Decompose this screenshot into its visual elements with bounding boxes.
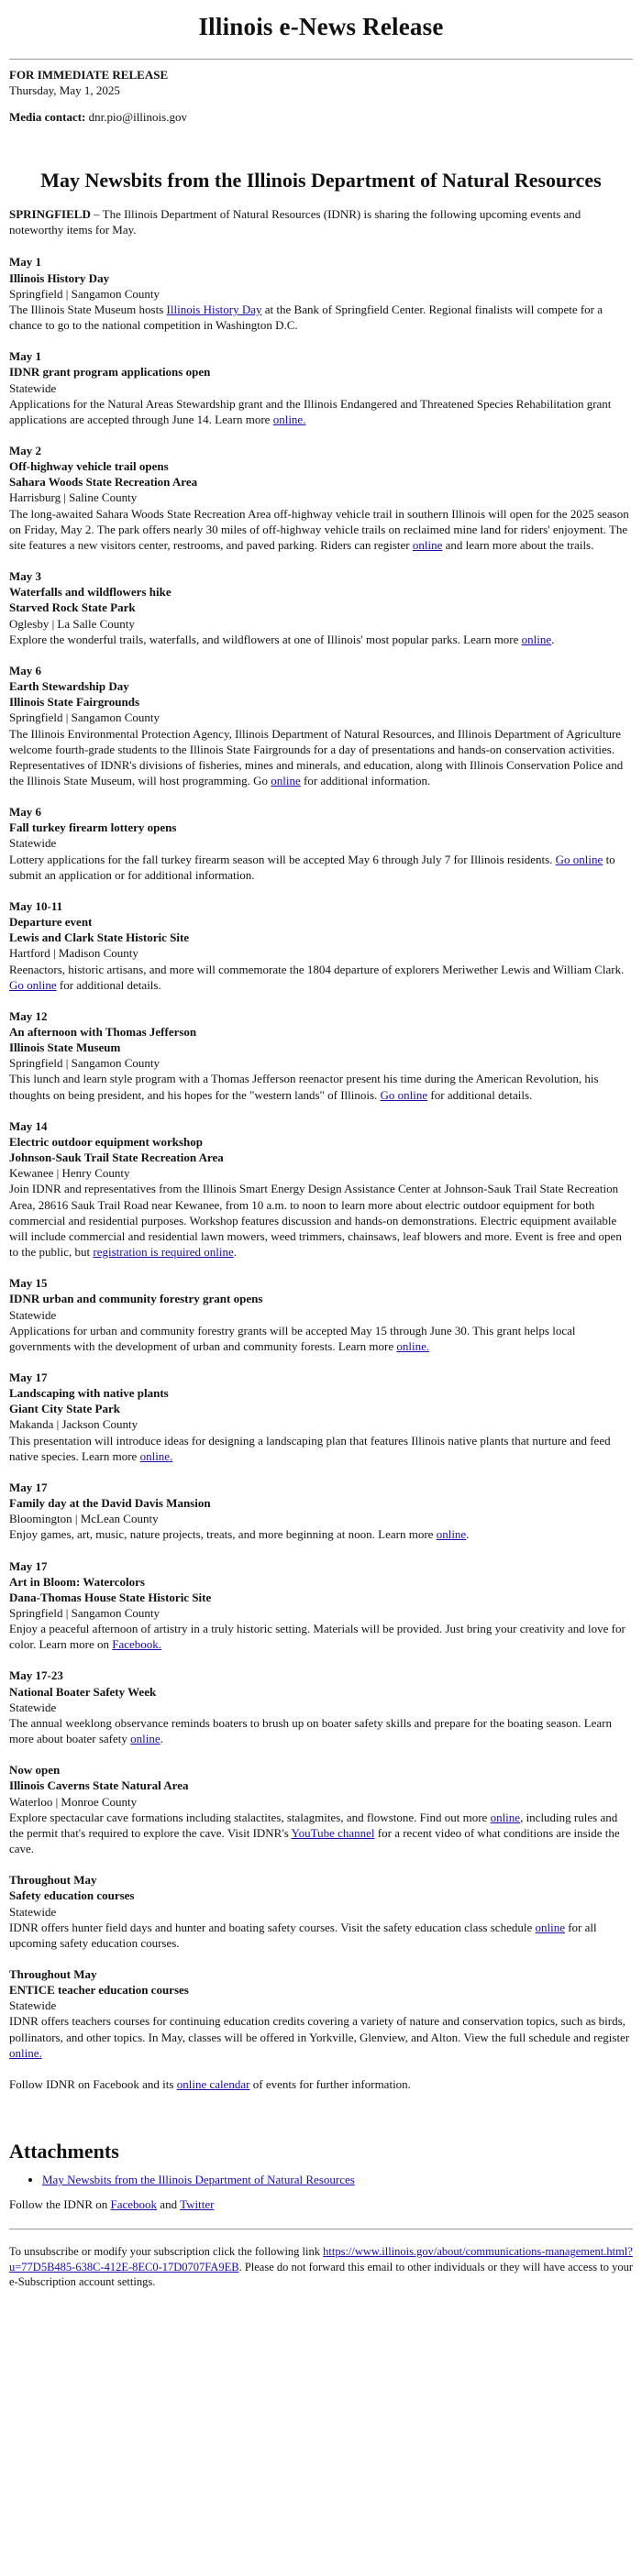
event-item: [9, 443, 633, 553]
event-text-after: to submit an application or for additional information.: [9, 852, 615, 882]
event-text-after: for additional information.: [300, 773, 431, 787]
event-title: Electric outdoor equipment workshop: [9, 1134, 204, 1149]
media-email: dnr.pio@illinois.gov: [88, 109, 187, 124]
attachment-link[interactable]: May Newsbits from the Illinois Department of Natural Resources: [42, 2173, 355, 2187]
event-description: [9, 302, 633, 333]
event-place: Springfield | Sangamon County: [9, 286, 160, 301]
event-link[interactable]: online: [521, 632, 552, 646]
event-title: National Boater Safety Week: [9, 1684, 157, 1699]
event-description: [9, 1920, 633, 1951]
attachments-heading: Attachments: [9, 2140, 119, 2163]
event-location: Sahara Woods State Recreation Area: [9, 475, 198, 490]
event-date: Throughout May: [9, 1873, 97, 1888]
event-place: Oglesby | La Salle County: [9, 616, 135, 631]
event-link[interactable]: online: [130, 1732, 160, 1746]
follow-social: [9, 2196, 633, 2212]
event-place: Kewanee | Henry County: [9, 1166, 130, 1181]
event-title: Departure event: [9, 915, 93, 930]
event-description: [9, 1323, 633, 1354]
facebook-link[interactable]: Facebook: [110, 2197, 158, 2212]
event-place: Springfield | Sangamon County: [9, 1056, 160, 1071]
divider: [9, 59, 633, 60]
release-date: Thursday, May 1, 2025: [9, 83, 120, 97]
event-place: Statewide: [9, 1307, 57, 1322]
attachment-item: [42, 2172, 633, 2187]
event-link[interactable]: online.: [272, 412, 306, 426]
event-text: Enjoy games, art, music, nature projects, treats, and more beginning at noon. Learn more: [9, 1527, 437, 1542]
event-date: May 6: [9, 663, 42, 677]
event-title: IDNR grant program applications open: [9, 365, 211, 380]
event-text-after: .: [466, 1527, 470, 1542]
event-place: Harrisburg | Saline County: [9, 490, 138, 505]
event-link[interactable]: Go online: [380, 1087, 428, 1102]
event-location: Dana-Thomas House State Historic Site: [9, 1590, 212, 1604]
unsubscribe-text-end: . Please do not forward this email to other individuals or they will have access to your e-Subscription account settings.: [9, 2260, 633, 2289]
event-item: [9, 1275, 633, 1354]
event-date: May 17-23: [9, 1668, 63, 1683]
unsubscribe-text: To unsubscribe or modify your subscription click the following link: [9, 2245, 324, 2259]
event-text: This presentation will introduce ideas for designing a landscaping plan that features Illinois native plants that nurture and feed native species. Learn more: [9, 1433, 611, 1463]
event-item: [9, 1118, 633, 1260]
event-link[interactable]: online: [271, 773, 301, 787]
event-link[interactable]: Go online: [555, 852, 603, 866]
event-link[interactable]: online: [535, 1920, 565, 1934]
youtube-channel-link[interactable]: YouTube channel: [291, 1825, 375, 1840]
event-link[interactable]: online.: [9, 2045, 42, 2060]
event-item: [9, 348, 633, 427]
event-text-end: for a recent video of what conditions are inside the cave.: [9, 1825, 620, 1856]
unsubscribe-notice: [9, 2237, 633, 2290]
event-location: Johnson-Sauk Trail State Recreation Area: [9, 1150, 224, 1165]
event-description: [9, 1181, 633, 1260]
event-link[interactable]: Illinois History Day: [166, 302, 262, 316]
event-link[interactable]: Facebook.: [112, 1637, 162, 1652]
event-location: Starved Rock State Park: [9, 600, 136, 615]
event-item: [9, 1008, 633, 1103]
event-date: May 1: [9, 255, 42, 270]
event-title: Off-highway vehicle trail opens: [9, 459, 169, 474]
event-description: [9, 1810, 633, 1856]
event-place: Waterloo | Monroe County: [9, 1794, 138, 1809]
follow-social-text: Follow the IDNR on: [9, 2197, 111, 2212]
event-link[interactable]: online: [436, 1527, 467, 1542]
event-text: The annual weeklong observance reminds boaters to brush up on boater safety skills and prepare for the boating season. Learn more about boater safety: [9, 1715, 613, 1746]
event-item: [9, 1558, 633, 1653]
event-text-after: .: [160, 1732, 163, 1746]
event-date: May 1: [9, 349, 42, 364]
event-location: Illinois State Fairgrounds: [9, 695, 140, 710]
event-link[interactable]: online: [490, 1810, 521, 1824]
event-title: IDNR urban and community forestry grant opens: [9, 1292, 263, 1306]
event-item: [9, 1480, 633, 1543]
event-text: IDNR offers teachers courses for continuing education credits covering a variety of nature and conservation topics, such as birds, pollinators, and other topics. In May, classes will be offered in Yorkville, Glenview, and Alton. View the full schedule and register: [9, 2014, 630, 2044]
event-place: Statewide: [9, 1998, 57, 2013]
event-link[interactable]: registration is required online: [93, 1245, 234, 1260]
event-text: The long-awaited Sahara Woods State Recreation Area off-highway vehicle trail in southern Illinois will open for the 2025 season on Friday, May 2. The park offers nearly 30 miles of off-highway vehicle trails on reclaimed mine land for riders' enjoyment. The site features a new visitors center, restrooms, and paved parking. Riders can register: [9, 506, 629, 552]
attachments-list: [9, 2172, 633, 2187]
event-place: Springfield | Sangamon County: [9, 710, 160, 725]
event-text: Explore spectacular cave formations including stalactites, stalagmites, and flowstone. Find out more: [9, 1810, 491, 1824]
event-link[interactable]: online: [412, 537, 443, 552]
event-date: May 6: [9, 805, 42, 820]
event-item: [9, 663, 633, 788]
event-item: [9, 568, 633, 647]
event-date: May 15: [9, 1276, 48, 1291]
media-label: Media contact:: [9, 109, 86, 124]
event-title: Illinois History Day: [9, 270, 110, 285]
event-text: This lunch and learn style program with a Thomas Jefferson reenactor present his time during the American Revolution, his thoughts on being president, and his hopes for the "western lands" of Illinois.: [9, 1072, 599, 1102]
event-description: [9, 632, 633, 647]
event-title: An afternoon with Thomas Jefferson: [9, 1025, 197, 1039]
event-item: [9, 898, 633, 993]
event-place: Statewide: [9, 1904, 57, 1919]
event-place: Hartford | Madison County: [9, 946, 138, 961]
event-description: [9, 726, 633, 789]
event-place: Makanda | Jackson County: [9, 1417, 138, 1432]
follow-text: Follow IDNR on Facebook and its: [9, 2076, 177, 2091]
intro-text: – The Illinois Department of Natural Resources (IDNR) is sharing the following upcoming events and noteworthy items for May.: [9, 207, 581, 237]
event-text-after: for all upcoming safety education courses.: [9, 1920, 597, 1950]
event-date: May 10-11: [9, 898, 63, 913]
event-text: The Illinois State Museum hosts: [9, 302, 167, 316]
event-title: Landscaping with native plants: [9, 1386, 169, 1401]
event-title: Earth Stewardship Day: [9, 679, 129, 694]
event-date: May 17: [9, 1480, 48, 1494]
event-date: May 12: [9, 1008, 48, 1023]
event-link[interactable]: Go online: [9, 977, 57, 992]
event-date: May 17: [9, 1558, 48, 1573]
event-title: Illinois Caverns State Natural Area: [9, 1778, 189, 1793]
follow-text-end: of events for further information.: [249, 2076, 411, 2091]
event-location: Lewis and Clark State Historic Site: [9, 930, 190, 945]
event-item: [9, 1370, 633, 1464]
intro-city: SPRINGFIELD: [9, 207, 91, 222]
online-calendar-link[interactable]: online calendar: [176, 2076, 250, 2091]
event-text: Enjoy a peaceful afternoon of artistry in a truly historic setting. Materials will be provided. Just bring your creativity and love for color. Learn more on: [9, 1622, 625, 1652]
event-description: [9, 1433, 633, 1464]
event-description: [9, 1071, 633, 1102]
event-date: May 17: [9, 1370, 48, 1384]
event-item: [9, 1668, 633, 1746]
media-contact: [9, 109, 633, 125]
twitter-link[interactable]: Twitter: [180, 2197, 215, 2212]
event-description: [9, 396, 633, 427]
event-list: [9, 254, 633, 2060]
release-label: FOR IMMEDIATE RELEASE: [9, 67, 169, 82]
event-description: [9, 2013, 633, 2060]
event-description: [9, 1526, 633, 1542]
event-text-after: for additional details.: [427, 1087, 533, 1102]
follow-calendar: [9, 2076, 633, 2092]
event-place: Statewide: [9, 380, 57, 395]
unsubscribe-link[interactable]: https://www.illinois.gov/about/communications-management.html?u=77D5B485-638C-412E-8EC0-17D0707FA9EB: [9, 2245, 633, 2273]
event-item: [9, 254, 633, 333]
event-title: ENTICE teacher education courses: [9, 1983, 189, 1998]
event-description: [9, 506, 633, 553]
event-text: Applications for the Natural Areas Stewardship grant and the Illinois Endangered and Threatened Species Rehabilitation grant applications are accepted through June 14. Learn more: [9, 396, 612, 426]
event-text-after: and learn more about the trails.: [442, 537, 594, 552]
event-text-after: .: [233, 1245, 238, 1260]
page-title: Illinois e-News Release: [198, 13, 444, 40]
event-description: [9, 852, 633, 883]
event-date: May 14: [9, 1118, 48, 1133]
event-link[interactable]: online.: [139, 1448, 173, 1463]
event-text: IDNR offers hunter field days and hunter and boating safety courses. Visit the safety education class schedule: [9, 1920, 536, 1934]
event-text-after: .: [551, 632, 555, 646]
event-description: [9, 1621, 633, 1652]
event-description: [9, 1715, 633, 1746]
event-item: [9, 1872, 633, 1951]
event-text-after: , including rules and the permit that's required to explore the cave. Visit IDNR's: [9, 1810, 618, 1840]
intro: [9, 206, 633, 237]
event-date: Throughout May: [9, 1966, 97, 1981]
event-title: Family day at the David Davis Mansion: [9, 1496, 211, 1511]
event-place: Springfield | Sangamon County: [9, 1606, 160, 1620]
event-location: Giant City State Park: [9, 1402, 120, 1416]
event-date: Now open: [9, 1763, 61, 1778]
event-text: Applications for urban and community forestry grants will be accepted May 15 through June 30. This grant helps local governments with the development of urban and community forests. Learn more: [9, 1323, 576, 1353]
event-text-after: at the Bank of Springfield Center. Regional finalists will compete for a chance to go to the national competition in Washington D.C.: [9, 302, 603, 333]
headline: May Newsbits from the Illinois Department of Natural Resources: [40, 169, 602, 193]
event-item: [9, 1762, 633, 1856]
event-text: Lottery applications for the fall turkey firearm season will be accepted May 6 through July 7 for Illinois residents.: [9, 852, 556, 866]
event-link[interactable]: online.: [396, 1338, 430, 1353]
and-text: and: [157, 2197, 181, 2212]
event-date: May 3: [9, 569, 42, 584]
event-item: [9, 1966, 633, 2061]
event-place: Bloomington | McLean County: [9, 1512, 159, 1526]
event-date: May 2: [9, 444, 42, 457]
event-item: [9, 804, 633, 883]
event-title: Safety education courses: [9, 1888, 135, 1903]
event-text: The Illinois Environmental Protection Agency, Illinois Department of Natural Resources, and Illinois Department of Agriculture welcome fourth-grade students to the Illinois State Fairgrounds for a day of presentations and hands-on conservation activities. Representatives of IDNR's divisions of fisheries, mines and minerals, and education, along with Illinois Conservation Police and the Illinois State Museum, will host programming. Go: [9, 726, 624, 787]
event-description: [9, 962, 633, 993]
event-location: Illinois State Museum: [9, 1040, 121, 1055]
event-text: Join IDNR and representatives from the Illinois Smart Energy Design Assistance Center at Johnson-Sauk Trail State Recreation Area, 28616 Sauk Trail Road near Kewanee, from 10 a.m. to noon to learn more about electric outdoor equipment for both commercial and residential purposes. Workshop features discussion and hands-on demonstrations. Electric equipment available will include commercial and residential lawn mowers, weed trimmers, chainsaws, leaf blowers and more. Event is free and open to the public, but: [9, 1182, 622, 1260]
event-text: Reenactors, historic artisans, and more will commemorate the 1804 departure of explorers Meriwether Lewis and William Clark.: [9, 962, 625, 976]
event-place: Statewide: [9, 1700, 57, 1714]
event-title: Waterfalls and wildflowers hike: [9, 585, 172, 600]
event-text-after: for additional details.: [56, 977, 161, 992]
event-title: Fall turkey firearm lottery opens: [9, 820, 177, 835]
event-place: Statewide: [9, 836, 57, 851]
event-text: Explore the wonderful trails, waterfalls, and wildflowers at one of Illinois' most popular parks. Learn more: [9, 632, 522, 646]
event-title: Art in Bloom: Watercolors: [9, 1574, 145, 1589]
